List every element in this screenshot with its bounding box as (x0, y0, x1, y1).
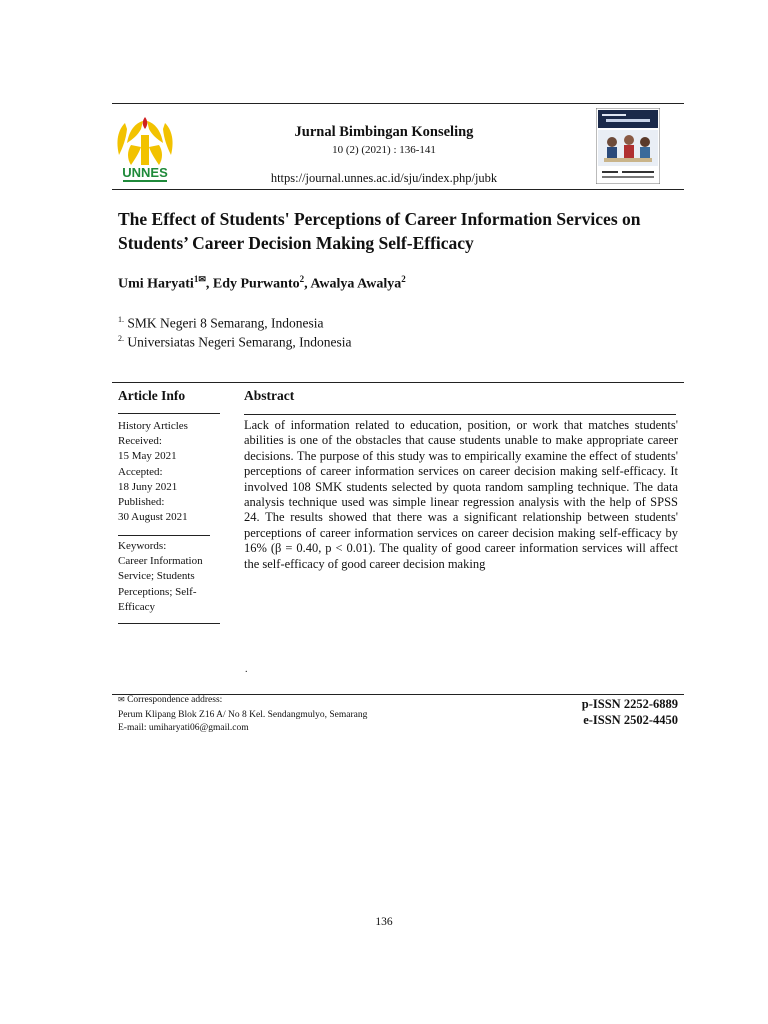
correspondence-email: E-mail: umiharyati06@gmail.com (118, 723, 249, 733)
affiliation-mark: 2. (118, 334, 124, 343)
published-label: Published: (118, 496, 165, 509)
keyword-line: Career Information (118, 555, 203, 568)
envelope-icon: ✉ (118, 695, 125, 704)
abstract-text: Lack of information related to education, position, or work that matches students' abilities is one of the obstacles that cause students unable to make appropriate career decisions. The purpose of this study was to empirically examine the effect of students' perceptions of career information services on career decision making self-efficacy. It involved 108 SMK students selected by quota random sampling technique. The data analysis technique used was simple linear regression analysis with the help of SPSS 24. The results showed that there was a significant relationship between students' perceptions of career information services on career decision making self-efficacy by 16% (β = 0.40, p < 0.01). The quality of good career information services will affect the self-efficacy of good career decision making (244, 418, 678, 571)
p-issn: p-ISSN 2252-6889 (581, 697, 678, 711)
paper-title-line-2: Students’ Career Decision Making Self-Efficacy (118, 233, 474, 253)
history-bottom-rule (118, 535, 210, 536)
journal-volume-info: 10 (2) (2021) : 136-141 (332, 144, 436, 156)
affiliation-1 (118, 315, 323, 332)
author-affiliation-mark: 1✉ (193, 274, 206, 284)
correspondence-label: Correspondence address: (127, 695, 223, 705)
header-top-rule (112, 103, 684, 104)
correspondence-address: Perum Klipang Blok Z16 A/ No 8 Kel. Sendangmulyo, Semarang (118, 710, 368, 720)
keyword-line: Perceptions; Self- (118, 585, 197, 598)
affiliation-mark: 1. (118, 315, 124, 324)
affiliation-2 (118, 334, 352, 351)
keyword-line: Service; Students (118, 570, 195, 583)
accepted-date: 18 Juny 2021 (118, 480, 178, 493)
journal-url-link[interactable]: https://journal.unnes.ac.id/sju/index.php/jubk (270, 171, 498, 185)
received-date: 15 May 2021 (118, 450, 177, 463)
keywords-label: Keywords: (118, 540, 167, 552)
svg-text:UNNES: UNNES (122, 165, 168, 180)
paper-title-line-1: The Effect of Students' Perceptions of Career Information Services on (118, 209, 641, 229)
abstract-trailing-mark: . (245, 664, 248, 675)
journal-title: Jurnal Bimbingan Konseling (294, 124, 474, 140)
author-name: Edy Purwanto (212, 276, 300, 292)
article-info-heading: Article Info (118, 388, 186, 403)
accepted-label: Accepted: (118, 465, 163, 478)
received-label: Received: (118, 435, 162, 448)
author-affiliation-mark: 2 (401, 274, 406, 284)
keywords-block (118, 539, 220, 615)
author-list: Umi Haryati$^{1✉}$, Edy Purwanto$^2$, Awalya Awalya$^2$ (118, 274, 406, 292)
affiliation-text: SMK Negeri 8 Semarang, Indonesia (127, 315, 324, 331)
article-history (118, 419, 220, 525)
journal-cover-image (596, 108, 660, 184)
correspondence-heading (118, 695, 222, 705)
abstract-heading-rule (244, 414, 676, 415)
e-issn: e-ISSN 2502-4450 (583, 713, 678, 727)
keywords-bottom-rule (118, 623, 220, 624)
affiliation-text: Universiatas Negeri Semarang, Indonesia (127, 334, 352, 350)
header-bottom-rule (112, 189, 684, 190)
author-affiliation-mark: 2 (299, 274, 305, 284)
paper-title (118, 207, 698, 255)
article-info-heading-rule (118, 413, 220, 414)
keyword-line: Efficacy (118, 600, 156, 613)
history-heading: History Articles (118, 420, 188, 432)
abstract-heading: Abstract (244, 388, 295, 403)
info-top-rule (112, 382, 684, 383)
published-date: 30 August 2021 (118, 511, 188, 524)
author-name: Awalya Awalya (310, 276, 402, 292)
author-name: Umi Haryati (118, 276, 194, 292)
page-number: 136 (375, 916, 393, 928)
